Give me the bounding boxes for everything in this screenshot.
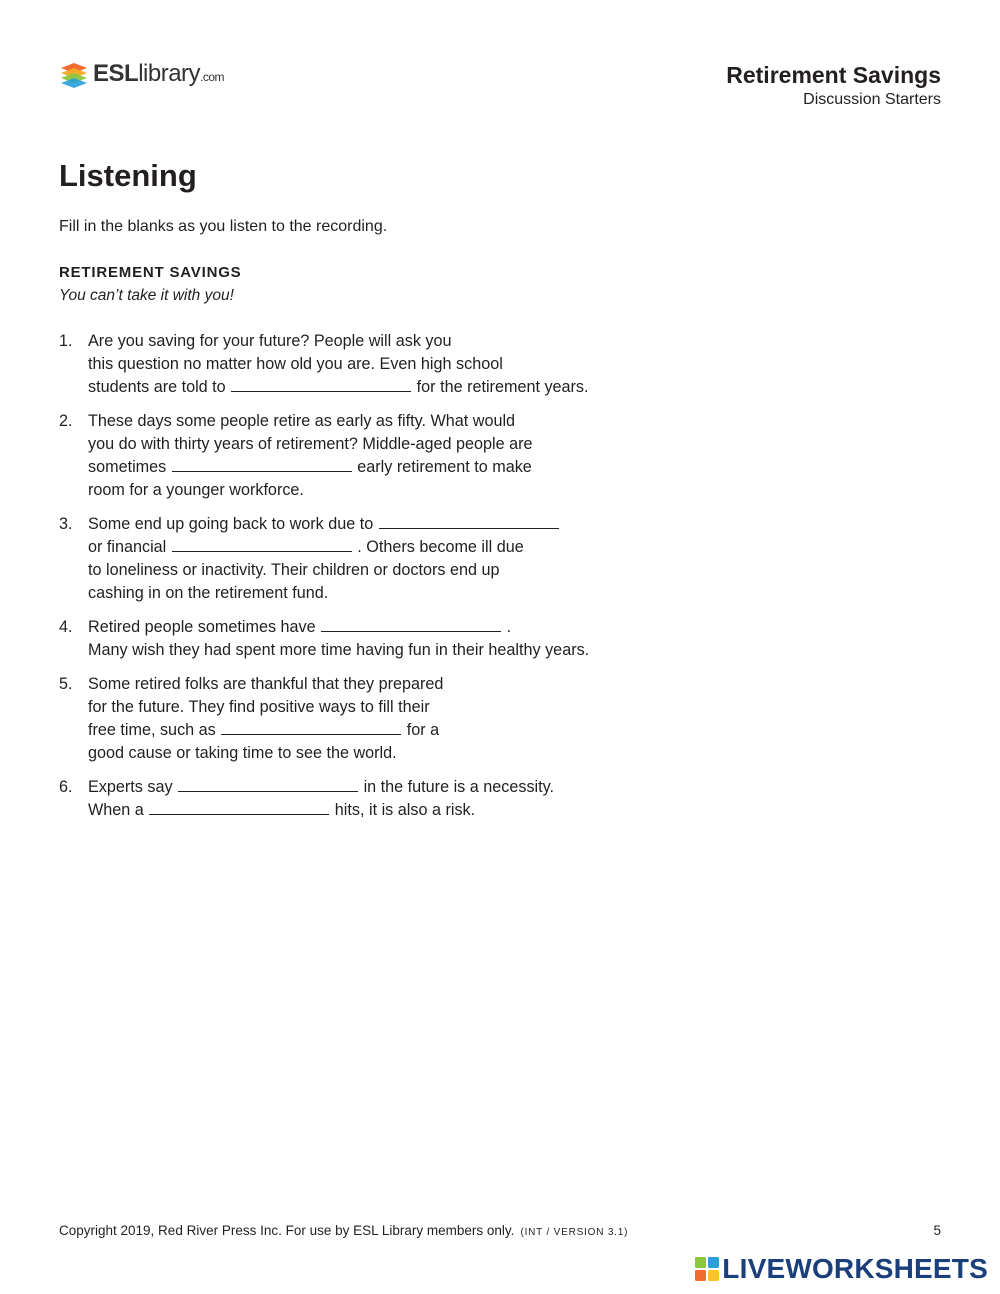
answer-blank[interactable] xyxy=(178,777,358,792)
document-header xyxy=(726,60,941,110)
exercise-line xyxy=(88,616,699,639)
answer-blank[interactable] xyxy=(172,537,352,552)
exercise-line-text: Some end up going back to work due to xyxy=(88,515,378,533)
exercise-line-text: free time, such as xyxy=(88,721,221,739)
logo-esl: ESL xyxy=(93,60,139,87)
exercise-number: 4. xyxy=(59,618,73,636)
exercise-line xyxy=(88,559,699,582)
exercise-line xyxy=(88,513,699,536)
answer-blank[interactable] xyxy=(149,800,329,815)
exercise-item xyxy=(59,776,699,822)
logo-com: .com xyxy=(200,70,225,84)
answer-blank[interactable] xyxy=(172,457,352,472)
exercise-line-text: Retired people sometimes have xyxy=(88,618,321,636)
exercise-line xyxy=(88,696,699,719)
exercise-line xyxy=(88,433,699,456)
exercise-line xyxy=(88,719,699,742)
exercise-line-text: students are told to xyxy=(88,378,231,396)
exercise-number: 6. xyxy=(59,778,73,796)
exercise-line-text: Many wish they had spent more time having fun in their healthy years. xyxy=(88,641,590,659)
esl-library-logo xyxy=(59,58,224,90)
exercise-line-text: hits, it is also a risk. xyxy=(330,801,476,819)
exercise-line-text: for the retirement years. xyxy=(412,378,589,396)
exercise-line xyxy=(88,582,699,605)
exercise-line-text: this question no matter how old you are. Even high school xyxy=(88,355,503,373)
answer-blank[interactable] xyxy=(321,617,501,632)
exercise-line-text: sometimes xyxy=(88,458,171,476)
exercise-line-text: early retirement to make xyxy=(352,458,532,476)
exercise-line-text: to loneliness or inactivity. Their children or doctors end up xyxy=(88,561,500,579)
section-heading: Listening xyxy=(59,158,197,193)
exercise-line-text: When a xyxy=(88,801,149,819)
exercise-line xyxy=(88,456,699,479)
document-title: Retirement Savings xyxy=(726,62,941,88)
exercise-line xyxy=(88,776,699,799)
exercise-item xyxy=(59,410,699,502)
exercise-line xyxy=(88,742,699,765)
exercise-line xyxy=(88,353,699,376)
exercise-line xyxy=(88,376,699,399)
exercise-item xyxy=(59,513,699,605)
exercise-line xyxy=(88,799,699,822)
exercise-item xyxy=(59,616,699,662)
exercise-line-text: or financial xyxy=(88,538,171,556)
exercise-line xyxy=(88,536,699,559)
reading-title: RETIREMENT SAVINGS xyxy=(59,264,242,281)
logo-library: library xyxy=(138,60,201,87)
exercise-line-text: in the future is a necessity. xyxy=(359,778,555,796)
exercise-list xyxy=(59,330,699,833)
exercise-line xyxy=(88,410,699,433)
exercise-line-text: These days some people retire as early as fifty. What would xyxy=(88,412,516,430)
liveworksheets-wordmark: LIVEWORKSHEETS xyxy=(722,1253,988,1284)
liveworksheets-blocks-icon xyxy=(695,1257,719,1281)
exercise-line-text: . Others become ill due xyxy=(352,538,524,556)
exercise-text xyxy=(88,513,699,605)
document-subtitle: Discussion Starters xyxy=(803,91,941,108)
version-label: (INT / VERSION 3.1) xyxy=(520,1227,629,1238)
exercise-line-text: you do with thirty years of retirement? Middle-aged people are xyxy=(88,435,533,453)
logo-wordmark xyxy=(93,60,224,88)
exercise-line-text: Some retired folks are thankful that they prepared xyxy=(88,675,444,693)
exercise-item xyxy=(59,673,699,765)
exercise-number: 3. xyxy=(59,515,73,533)
page-number: 5 xyxy=(933,1223,941,1238)
reading-subtitle: You can’t take it with you! xyxy=(59,287,234,304)
answer-blank[interactable] xyxy=(231,377,411,392)
exercise-text xyxy=(88,616,699,662)
exercise-text xyxy=(88,410,699,502)
exercise-number: 5. xyxy=(59,675,73,693)
book-stack-icon xyxy=(59,59,89,89)
exercise-number: 1. xyxy=(59,332,73,350)
exercise-text xyxy=(88,673,699,765)
exercise-number: 2. xyxy=(59,412,73,430)
exercise-line xyxy=(88,673,699,696)
exercise-line-text: Are you saving for your future? People will ask you xyxy=(88,332,452,350)
copyright-text: Copyright 2019, Red River Press Inc. For use by ESL Library members only. xyxy=(59,1223,515,1238)
instructions: Fill in the blanks as you listen to the recording. xyxy=(59,218,388,235)
copyright-notice xyxy=(59,1222,628,1242)
exercise-line xyxy=(88,639,699,662)
exercise-line-text: good cause or taking time to see the world. xyxy=(88,744,397,762)
exercise-line xyxy=(88,330,699,353)
exercise-item xyxy=(59,330,699,399)
exercise-line-text: Experts say xyxy=(88,778,178,796)
exercise-line-text: room for a younger workforce. xyxy=(88,481,304,499)
liveworksheets-brand xyxy=(695,1252,988,1286)
exercise-line-text: for the future. They find positive ways to fill their xyxy=(88,698,430,716)
exercise-line xyxy=(88,479,699,502)
exercise-line-text: for a xyxy=(402,721,440,739)
exercise-line-text: . xyxy=(502,618,512,636)
exercise-text xyxy=(88,330,699,399)
answer-blank[interactable] xyxy=(379,514,559,529)
exercise-line-text: cashing in on the retirement fund. xyxy=(88,584,329,602)
answer-blank[interactable] xyxy=(221,720,401,735)
exercise-text xyxy=(88,776,699,822)
